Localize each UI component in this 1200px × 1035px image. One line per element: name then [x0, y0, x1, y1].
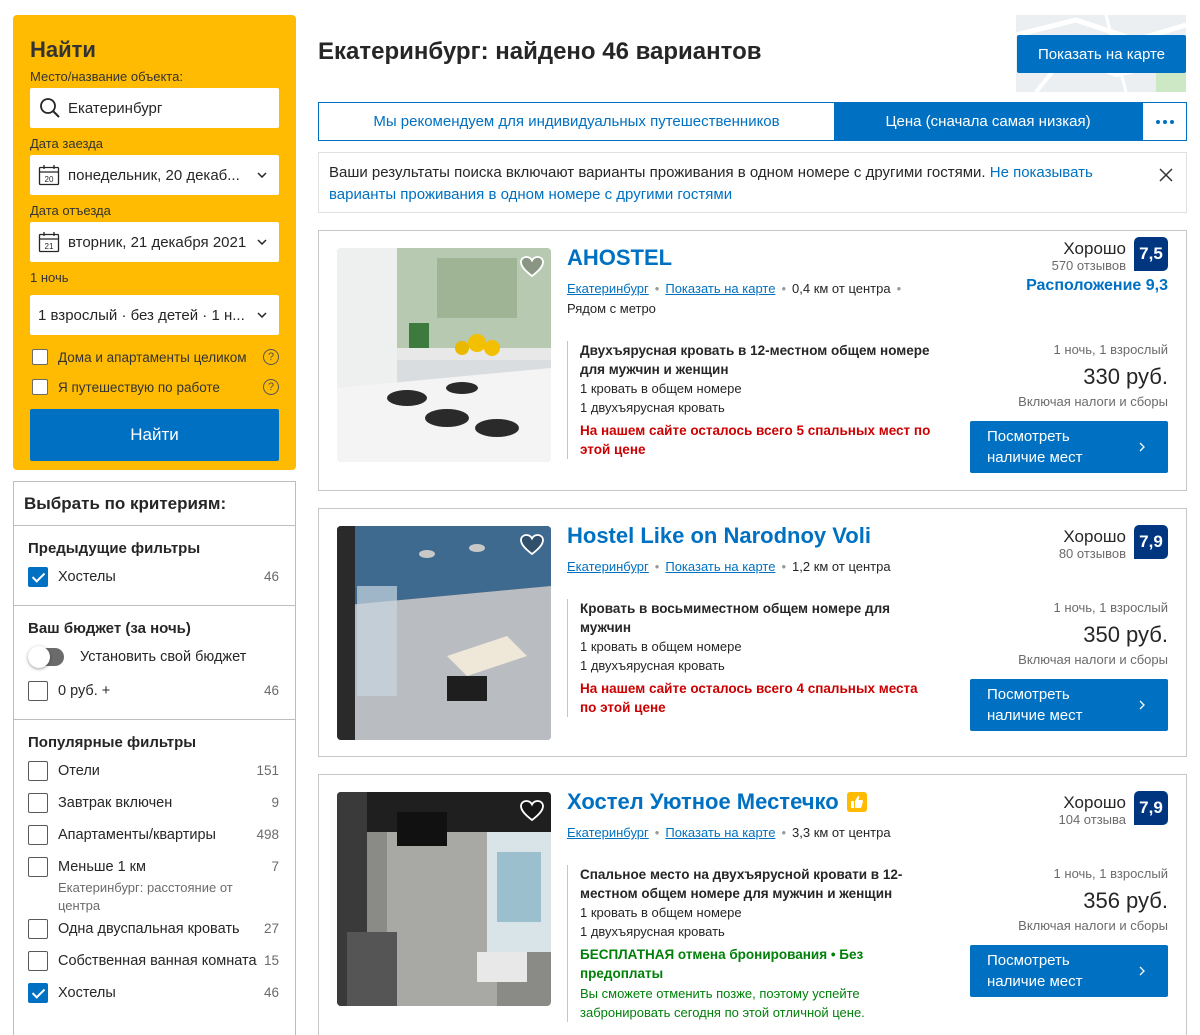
filter-checkbox[interactable] [28, 825, 48, 845]
filter-count: 9 [271, 795, 279, 810]
city-link[interactable]: Екатеринбург [567, 825, 649, 840]
bed-info: 1 двухъярусная кровать [580, 658, 725, 673]
metro-text: Рядом с метро [567, 301, 656, 316]
property-card [318, 230, 1187, 491]
filter-label: Завтрак включен [58, 795, 173, 811]
button-label: Посмотреть наличие мест [987, 428, 1083, 466]
search-title: Найти [30, 37, 96, 62]
property-name[interactable]: Хостел Уютное Местечко [567, 789, 839, 814]
price-meta: 1 ночь, 1 взрослый [1053, 342, 1168, 357]
tax-note: Включая налоги и сборы [1018, 652, 1168, 667]
bed-info: 1 двухъярусная кровать [580, 400, 725, 415]
business-trip-checkbox[interactable] [32, 379, 48, 395]
price-value: 330 руб. [1083, 364, 1168, 389]
filter-checkbox[interactable] [28, 793, 48, 813]
previous-filters-title: Предыдущие фильтры [28, 540, 201, 557]
thumbs-up-icon [847, 792, 867, 812]
rating-word: Хорошо [1063, 793, 1126, 812]
filter-count: 46 [263, 569, 279, 584]
bed-info: 1 кровать в общем номере [580, 381, 742, 396]
filter-checkbox[interactable] [28, 567, 48, 587]
place-label: Место/название объекта: [30, 69, 183, 84]
custom-budget-label: Установить свой бюджет [80, 649, 247, 665]
page-title: Екатеринбург: найдено 46 вариантов [318, 38, 762, 65]
filters-header: Выбрать по критериям: [14, 482, 295, 526]
business-trip-option[interactable] [30, 373, 279, 401]
destination-value: Екатеринбург [68, 99, 163, 117]
filter-label: Собственная ванная комната [58, 953, 257, 969]
rating-word: Хорошо [1063, 527, 1126, 546]
custom-budget-row[interactable] [28, 643, 279, 671]
chevron-down-icon [253, 312, 271, 318]
price-block [1018, 865, 1168, 935]
checkin-value: понедельник, 20 декаб... [68, 166, 240, 184]
button-label: Посмотреть наличие мест [987, 952, 1083, 990]
filter-count: 15 [263, 953, 279, 968]
property-photo[interactable] [337, 526, 551, 740]
distance-text: 1,2 км от центра [792, 559, 891, 574]
show-on-map-link[interactable]: Показать на карте [665, 559, 776, 574]
filter-checkbox[interactable] [28, 951, 48, 971]
see-availability-button[interactable] [970, 679, 1168, 731]
filter-label: Хостелы [58, 985, 116, 1001]
close-icon[interactable] [1158, 167, 1174, 183]
custom-budget-toggle[interactable] [30, 648, 64, 666]
filter-checkbox[interactable] [28, 919, 48, 939]
checkout-value: вторник, 21 декабря 2021 [68, 233, 247, 251]
guests-select[interactable] [30, 295, 279, 335]
filter-count: 151 [256, 763, 279, 778]
room-info [567, 599, 937, 717]
chevron-right-icon [1138, 698, 1146, 712]
heart-icon[interactable] [519, 532, 545, 558]
scarcity-warning: На нашем сайте осталось всего 5 спальных мест по этой цене [580, 423, 931, 457]
checkin-label: Дата заезда [30, 136, 104, 151]
business-trip-label: Я путешествую по работе [58, 379, 220, 395]
room-info [567, 341, 937, 459]
guests-value: 1 взрослый · без детей · 1 н... [38, 306, 245, 324]
help-icon[interactable]: ? [263, 379, 279, 395]
property-location: Екатеринбург • Показать на карте • 3,3 км от центра [567, 825, 891, 840]
price-meta: 1 ночь, 1 взрослый [1053, 866, 1168, 881]
filter-label: Меньше 1 км [58, 859, 146, 875]
filter-item[interactable] [28, 681, 279, 713]
review-count: 104 отзыва [1058, 812, 1126, 827]
filter-count: 7 [271, 859, 279, 874]
filter-checkbox[interactable] [28, 983, 48, 1003]
filter-item[interactable] [28, 983, 279, 1015]
nights-count: 1 ночь [30, 270, 69, 285]
score-badge: 7,9 [1134, 525, 1168, 559]
calendar-icon [38, 164, 60, 186]
calendar-icon [38, 231, 60, 253]
sort-more-button[interactable] [1142, 103, 1186, 140]
see-availability-button[interactable] [970, 945, 1168, 997]
filter-sublabel: Екатеринбург: расстояние от центра [58, 880, 233, 913]
filter-label: Отели [58, 763, 100, 779]
city-link[interactable]: Екатеринбург [567, 559, 649, 574]
checkin-select[interactable] [30, 155, 279, 195]
property-card [318, 508, 1187, 757]
score-badge: 7,5 [1134, 237, 1168, 271]
filters-panel [13, 481, 296, 1035]
popular-filters-title: Популярные фильтры [28, 734, 197, 751]
chevron-right-icon [1138, 440, 1146, 454]
filter-label: 0 руб. + [58, 683, 111, 699]
filter-count: 46 [263, 683, 279, 698]
chevron-down-icon [253, 239, 271, 245]
filter-label: Одна двуспальная кровать [58, 921, 240, 937]
filter-item[interactable] [28, 951, 279, 983]
previous-filters-section [14, 526, 295, 606]
chevron-right-icon [1138, 964, 1146, 978]
filter-item[interactable] [28, 793, 279, 825]
room-name: Спальное место на двухъярусной кровати в 12-местном общем номере для мужчин и женщин [580, 867, 903, 901]
property-location: Екатеринбург • Показать на карте • 0,4 км от центра • Рядом с метро [567, 281, 902, 316]
tax-note: Включая налоги и сборы [1018, 394, 1168, 409]
room-name: Кровать в восьмиместном общем номере для мужчин [580, 601, 891, 635]
hide-shared-link[interactable]: Не показывать варианты проживания в одном номере с другими гостями [329, 164, 1093, 203]
svg-text:20: 20 [44, 175, 54, 184]
button-label: Посмотреть наличие мест [987, 686, 1083, 724]
review-score[interactable] [1059, 791, 1169, 828]
review-count: 570 отзывов [1051, 258, 1126, 273]
shared-rooms-notice [318, 152, 1187, 213]
price-value: 356 руб. [1083, 888, 1168, 913]
chevron-down-icon [253, 172, 271, 178]
free-cancellation-note: Вы сможете отменить позже, поэтому успейте забронировать сегодня по этой отличной цене. [580, 986, 865, 1020]
filter-label: Хостелы [58, 569, 116, 585]
room-info [567, 865, 937, 1022]
property-photo[interactable] [337, 248, 551, 462]
search-panel [13, 15, 296, 470]
review-score[interactable] [1052, 237, 1168, 274]
checkout-select[interactable] [30, 222, 279, 262]
svg-text:21: 21 [44, 242, 54, 251]
price-block [1018, 341, 1168, 411]
see-availability-button[interactable] [970, 421, 1168, 473]
sort-bar [318, 102, 1187, 141]
bed-info: 1 кровать в общем номере [580, 639, 742, 654]
filter-item[interactable] [28, 919, 279, 951]
heart-icon[interactable] [519, 254, 545, 280]
free-cancellation: БЕСПЛАТНАЯ отмена бронирования • Без предоплаты [580, 947, 864, 981]
filter-count: 27 [263, 921, 279, 936]
location-score: Расположение 9,3 [1026, 277, 1168, 294]
filter-item[interactable] [28, 825, 279, 857]
property-name[interactable]: AHOSTEL [567, 245, 673, 270]
filter-checkbox[interactable] [28, 761, 48, 781]
scarcity-warning: На нашем сайте осталось всего 4 спальных места по этой цене [580, 681, 918, 715]
find-button[interactable]: Найти [30, 409, 279, 461]
property-name[interactable]: Hostel Like on Narodnoy Voli [567, 523, 871, 548]
bed-info: 1 двухъярусная кровать [580, 924, 725, 939]
filter-item[interactable] [28, 761, 279, 793]
filter-label: Апартаменты/квартиры [58, 827, 216, 843]
sort-tab-recommended[interactable]: Мы рекомендуем для индивидуальных путешественников [373, 113, 780, 130]
filter-item[interactable] [28, 567, 279, 599]
filter-item[interactable] [28, 857, 279, 919]
search-icon [38, 96, 62, 120]
property-location: Екатеринбург • Показать на карте • 1,2 км от центра [567, 559, 891, 574]
rating-word: Хорошо [1063, 239, 1126, 258]
review-score[interactable] [1059, 525, 1168, 562]
show-on-map-link[interactable]: Показать на карте [665, 281, 776, 296]
price-value: 350 руб. [1083, 622, 1168, 647]
filter-count: 46 [263, 985, 279, 1000]
budget-section [14, 606, 295, 720]
bed-info: 1 кровать в общем номере [580, 905, 742, 920]
filter-count: 498 [256, 827, 279, 842]
room-name: Двухъярусная кровать в 12-местном общем номере для мужчин и женщин [580, 343, 930, 377]
whole-homes-option[interactable] [30, 343, 279, 371]
distance-text: 0,4 км от центра [792, 281, 891, 296]
help-icon[interactable]: ? [263, 349, 279, 365]
property-card [318, 774, 1187, 1035]
whole-homes-label: Дома и апартаменты целиком [58, 349, 247, 365]
budget-title: Ваш бюджет (за ночь) [28, 620, 191, 637]
price-meta: 1 ночь, 1 взрослый [1053, 600, 1168, 615]
heart-icon[interactable] [519, 798, 545, 824]
destination-input[interactable] [30, 88, 279, 128]
whole-homes-checkbox[interactable] [32, 349, 48, 365]
show-on-map-button[interactable]: Показать на карте [1017, 35, 1186, 73]
tax-note: Включая налоги и сборы [1018, 918, 1168, 933]
review-count: 80 отзывов [1058, 546, 1126, 561]
sort-tab-price-low[interactable]: Цена (сначала самая низкая) [834, 103, 1142, 140]
distance-text: 3,3 км от центра [792, 825, 891, 840]
city-link[interactable]: Екатеринбург [567, 281, 649, 296]
notice-text: Ваши результаты поиска включают варианты проживания в одном номере с другими гостями. [329, 164, 990, 181]
score-badge: 7,9 [1134, 791, 1168, 825]
filter-checkbox[interactable] [28, 857, 48, 877]
more-dots-icon [1156, 120, 1174, 124]
popular-filters-section [14, 720, 295, 1025]
checkout-label: Дата отъезда [30, 203, 111, 218]
show-on-map-link[interactable]: Показать на карте [665, 825, 776, 840]
price-block [1018, 599, 1168, 669]
filter-checkbox[interactable] [28, 681, 48, 701]
property-photo[interactable] [337, 792, 551, 1006]
